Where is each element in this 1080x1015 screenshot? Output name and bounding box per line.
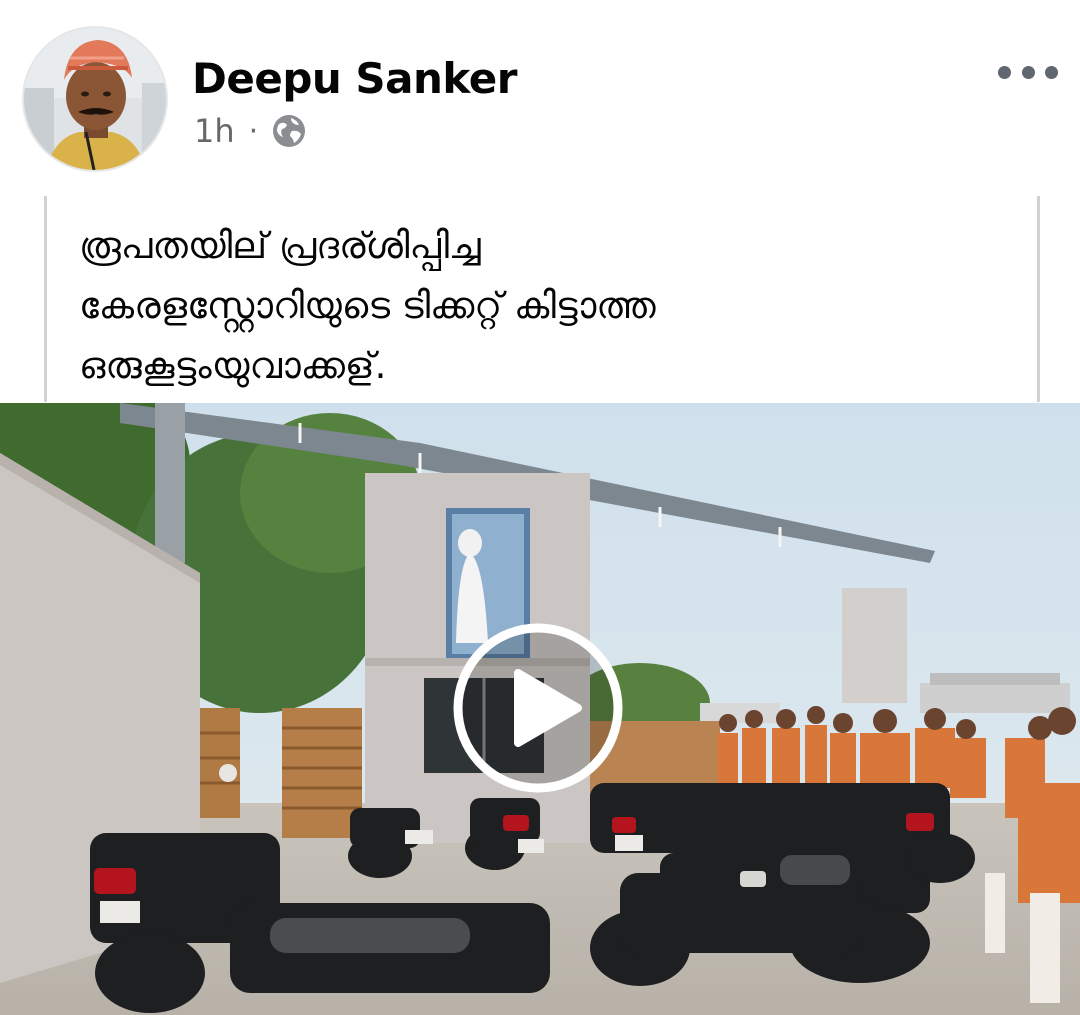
post-text-box: [44, 196, 1040, 402]
play-icon[interactable]: [448, 618, 628, 798]
avatar-photo: [24, 28, 166, 170]
post-time[interactable]: 1h: [194, 112, 235, 150]
video-player[interactable]: [0, 403, 1080, 1015]
post-text: രൂപതയില് പ്രദര്ശിപ്പിച്ച കേരളസ്റ്റോറിയുടെ ടിക്കറ്റ് കിട്ടാത്ത ഒരുകൂട്ടംയുവാക്കള്.: [79, 224, 656, 387]
globe-icon: [270, 112, 308, 150]
author-name[interactable]: Deepu Sanker: [192, 54, 517, 103]
author-avatar[interactable]: [24, 28, 166, 170]
post-meta: [194, 112, 308, 150]
more-options-icon[interactable]: [998, 52, 1058, 92]
meta-separator: ·: [248, 113, 259, 149]
